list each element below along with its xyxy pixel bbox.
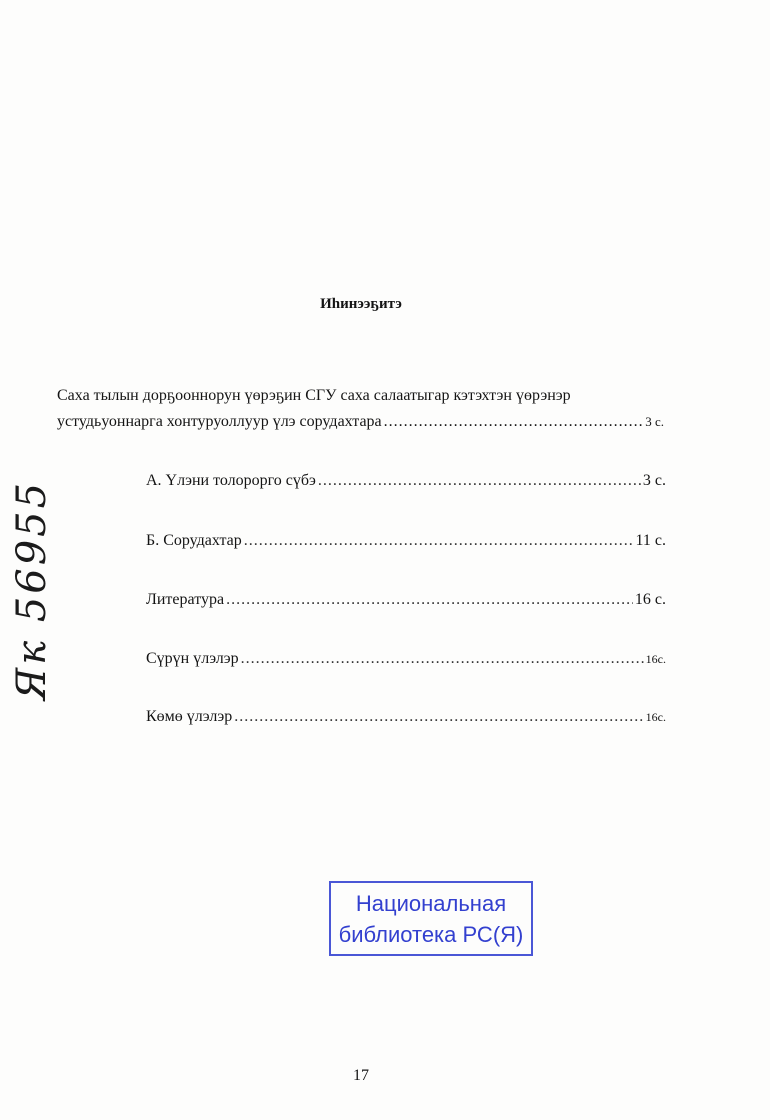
intro-line-2-text: устудьуоннарга хонтуруоллуур үлэ сорудахтара	[57, 413, 382, 430]
leader-dots	[244, 532, 634, 550]
leader-dots	[234, 708, 643, 726]
toc-entry-literature	[146, 591, 666, 613]
handwritten-catalog-code: Як 56955	[9, 479, 55, 701]
toc-entry-label: Литература	[146, 591, 225, 608]
toc-entry-page: 16 с.	[634, 591, 666, 608]
toc-entry-tasks	[146, 532, 666, 554]
page-title: Иһинээҕитэ	[320, 296, 402, 312]
toc-entry-advice	[146, 472, 666, 494]
library-stamp	[329, 881, 533, 956]
toc-entry-label: Сүрүн үлэлэр	[146, 650, 239, 667]
toc-entry-aux-works	[146, 708, 666, 730]
toc-entry-page: 11 с.	[635, 532, 666, 549]
intro-line-2	[57, 410, 664, 434]
leader-dots	[318, 472, 641, 490]
toc-entry-label: Б. Сорудахтар	[146, 532, 242, 549]
toc-entry-label: А. Үлэни толорорго сүбэ	[146, 472, 316, 489]
intro-page-ref: 3 с.	[645, 414, 664, 429]
toc-entry-page: 16с.	[645, 652, 666, 666]
stamp-line-2: библиотека РС(Я)	[338, 922, 524, 947]
toc-entry-page: 3 с.	[642, 472, 666, 489]
leader-dots	[226, 591, 633, 609]
leader-dots	[384, 410, 644, 434]
toc-entry-page: 16с.	[645, 710, 666, 724]
toc-entry-label: Көмө үлэлэр	[146, 708, 233, 725]
intro-line-1: Саха тылын дорҕооннорун үөрэҕин СГУ саха салаатыгар кэтэхтэн үөрэнэр	[57, 387, 571, 404]
toc-entry-main-works	[146, 650, 666, 672]
leader-dots	[241, 650, 644, 668]
stamp-line-1: Национальная	[355, 891, 507, 916]
page-number: 17	[353, 1067, 369, 1084]
